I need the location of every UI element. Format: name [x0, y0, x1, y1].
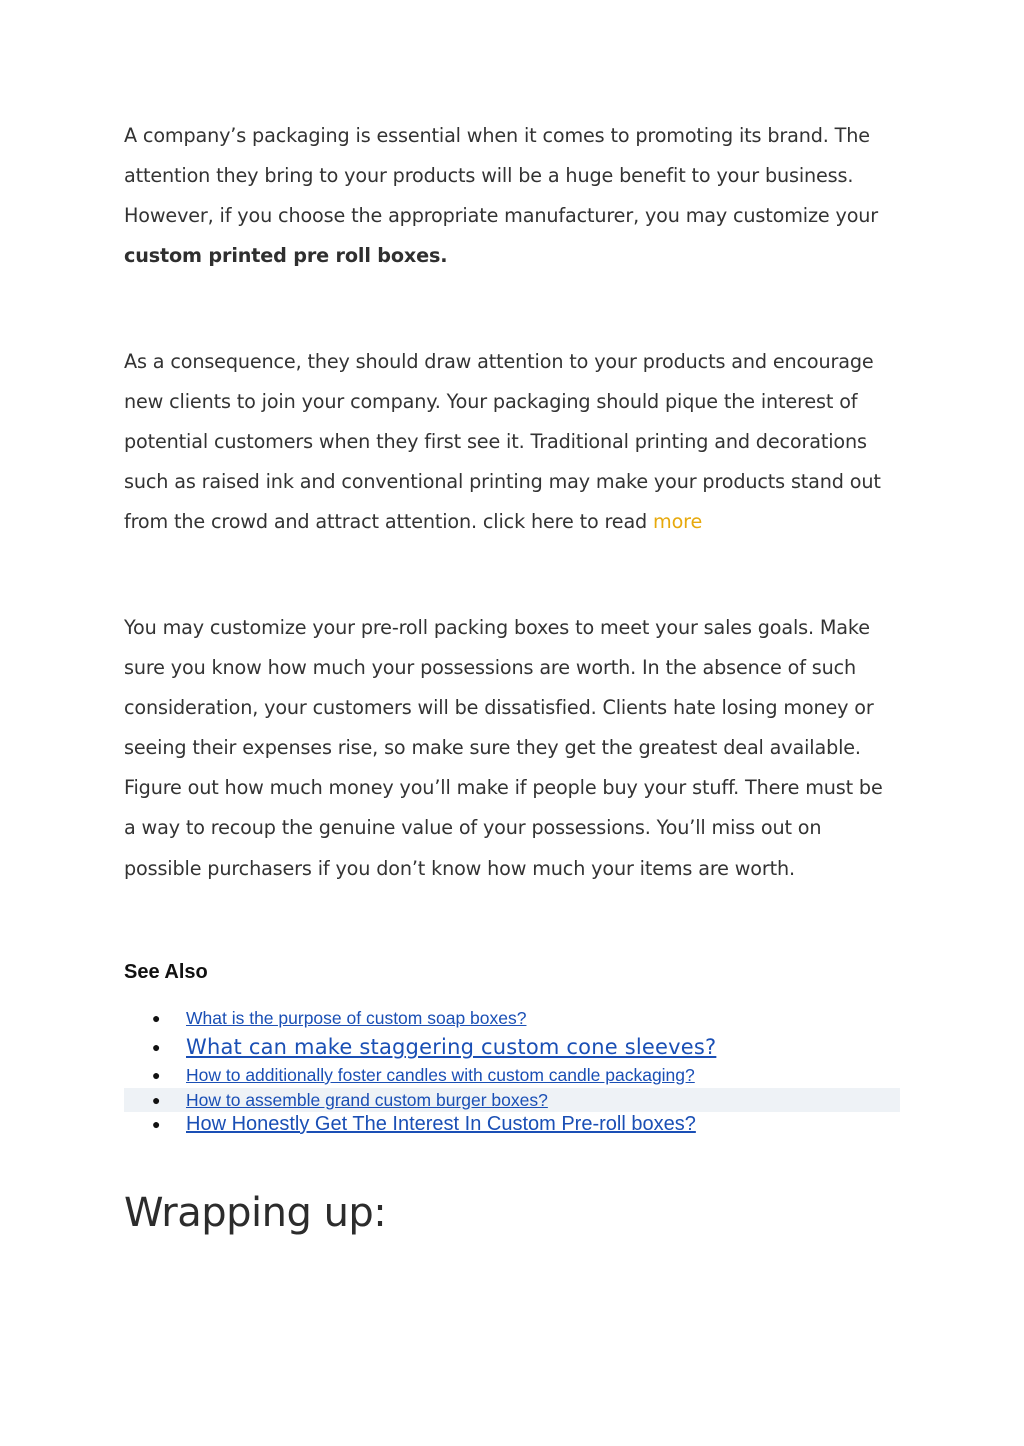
see-also-link-candle-packaging[interactable]: How to additionally foster candles with custom candle packaging? [186, 1065, 695, 1085]
see-also-heading: See Also [124, 961, 208, 983]
read-more-link[interactable]: more [653, 510, 703, 534]
bullet-icon: ● [152, 1116, 161, 1132]
bullet-icon: ● [152, 1010, 161, 1026]
see-also-link-soap-boxes[interactable]: What is the purpose of custom soap boxes? [186, 1008, 527, 1028]
list-item [124, 1004, 900, 1032]
list-item [124, 1032, 900, 1062]
paragraph-intro [124, 116, 900, 276]
bullet-icon: ● [152, 1039, 161, 1055]
see-also-link-pre-roll-boxes[interactable]: How Honestly Get The Interest In Custom Pre-roll boxes? [186, 1113, 696, 1135]
see-also-link-cone-sleeves[interactable]: What can make staggering custom cone sleeves? [186, 1035, 717, 1059]
bold-phrase: custom printed pre roll boxes. [124, 244, 448, 268]
list-item [124, 1112, 900, 1136]
wrapping-up-heading: Wrapping up: [124, 1190, 387, 1236]
paragraph-pricing [124, 608, 900, 889]
list-item [124, 1062, 900, 1088]
bullet-icon: ● [152, 1092, 161, 1108]
list-item [124, 1088, 900, 1112]
see-also-link-burger-boxes[interactable]: How to assemble grand custom burger boxes? [186, 1090, 548, 1110]
paragraph-attention [124, 342, 900, 542]
bullet-icon: ● [152, 1067, 161, 1083]
paragraph-attention-text: As a consequence, they should draw attention to your products and encourage new clients to join your company. Your packaging should pique the interest of potential customers when they first see it. Traditional printing and decorations such as raised ink and conventional printing may make your products stand out from the crowd and attract attention. click here to read [124, 350, 881, 534]
paragraph-intro-text: A company’s packaging is essential when it comes to promoting its brand. The attention they bring to your products will be a huge benefit to your business. However, if you choose the appropriate manufacturer, you may customize your [124, 124, 879, 228]
see-also-list [124, 1004, 900, 1136]
paragraph-pricing-text: You may customize your pre-roll packing boxes to meet your sales goals. Make sure you know how much your possessions are worth. In the absence of such consideration, your customers will be dissatisfied. Clients hate losing money or seeing their expenses rise, so make sure they get the greatest deal available. Figure out how much money you’ll make if people buy your stuff. There must be a way to recoup the genuine value of your possessions. You’ll miss out on possible purchasers if you don’t know how much your items are worth. [124, 616, 883, 880]
